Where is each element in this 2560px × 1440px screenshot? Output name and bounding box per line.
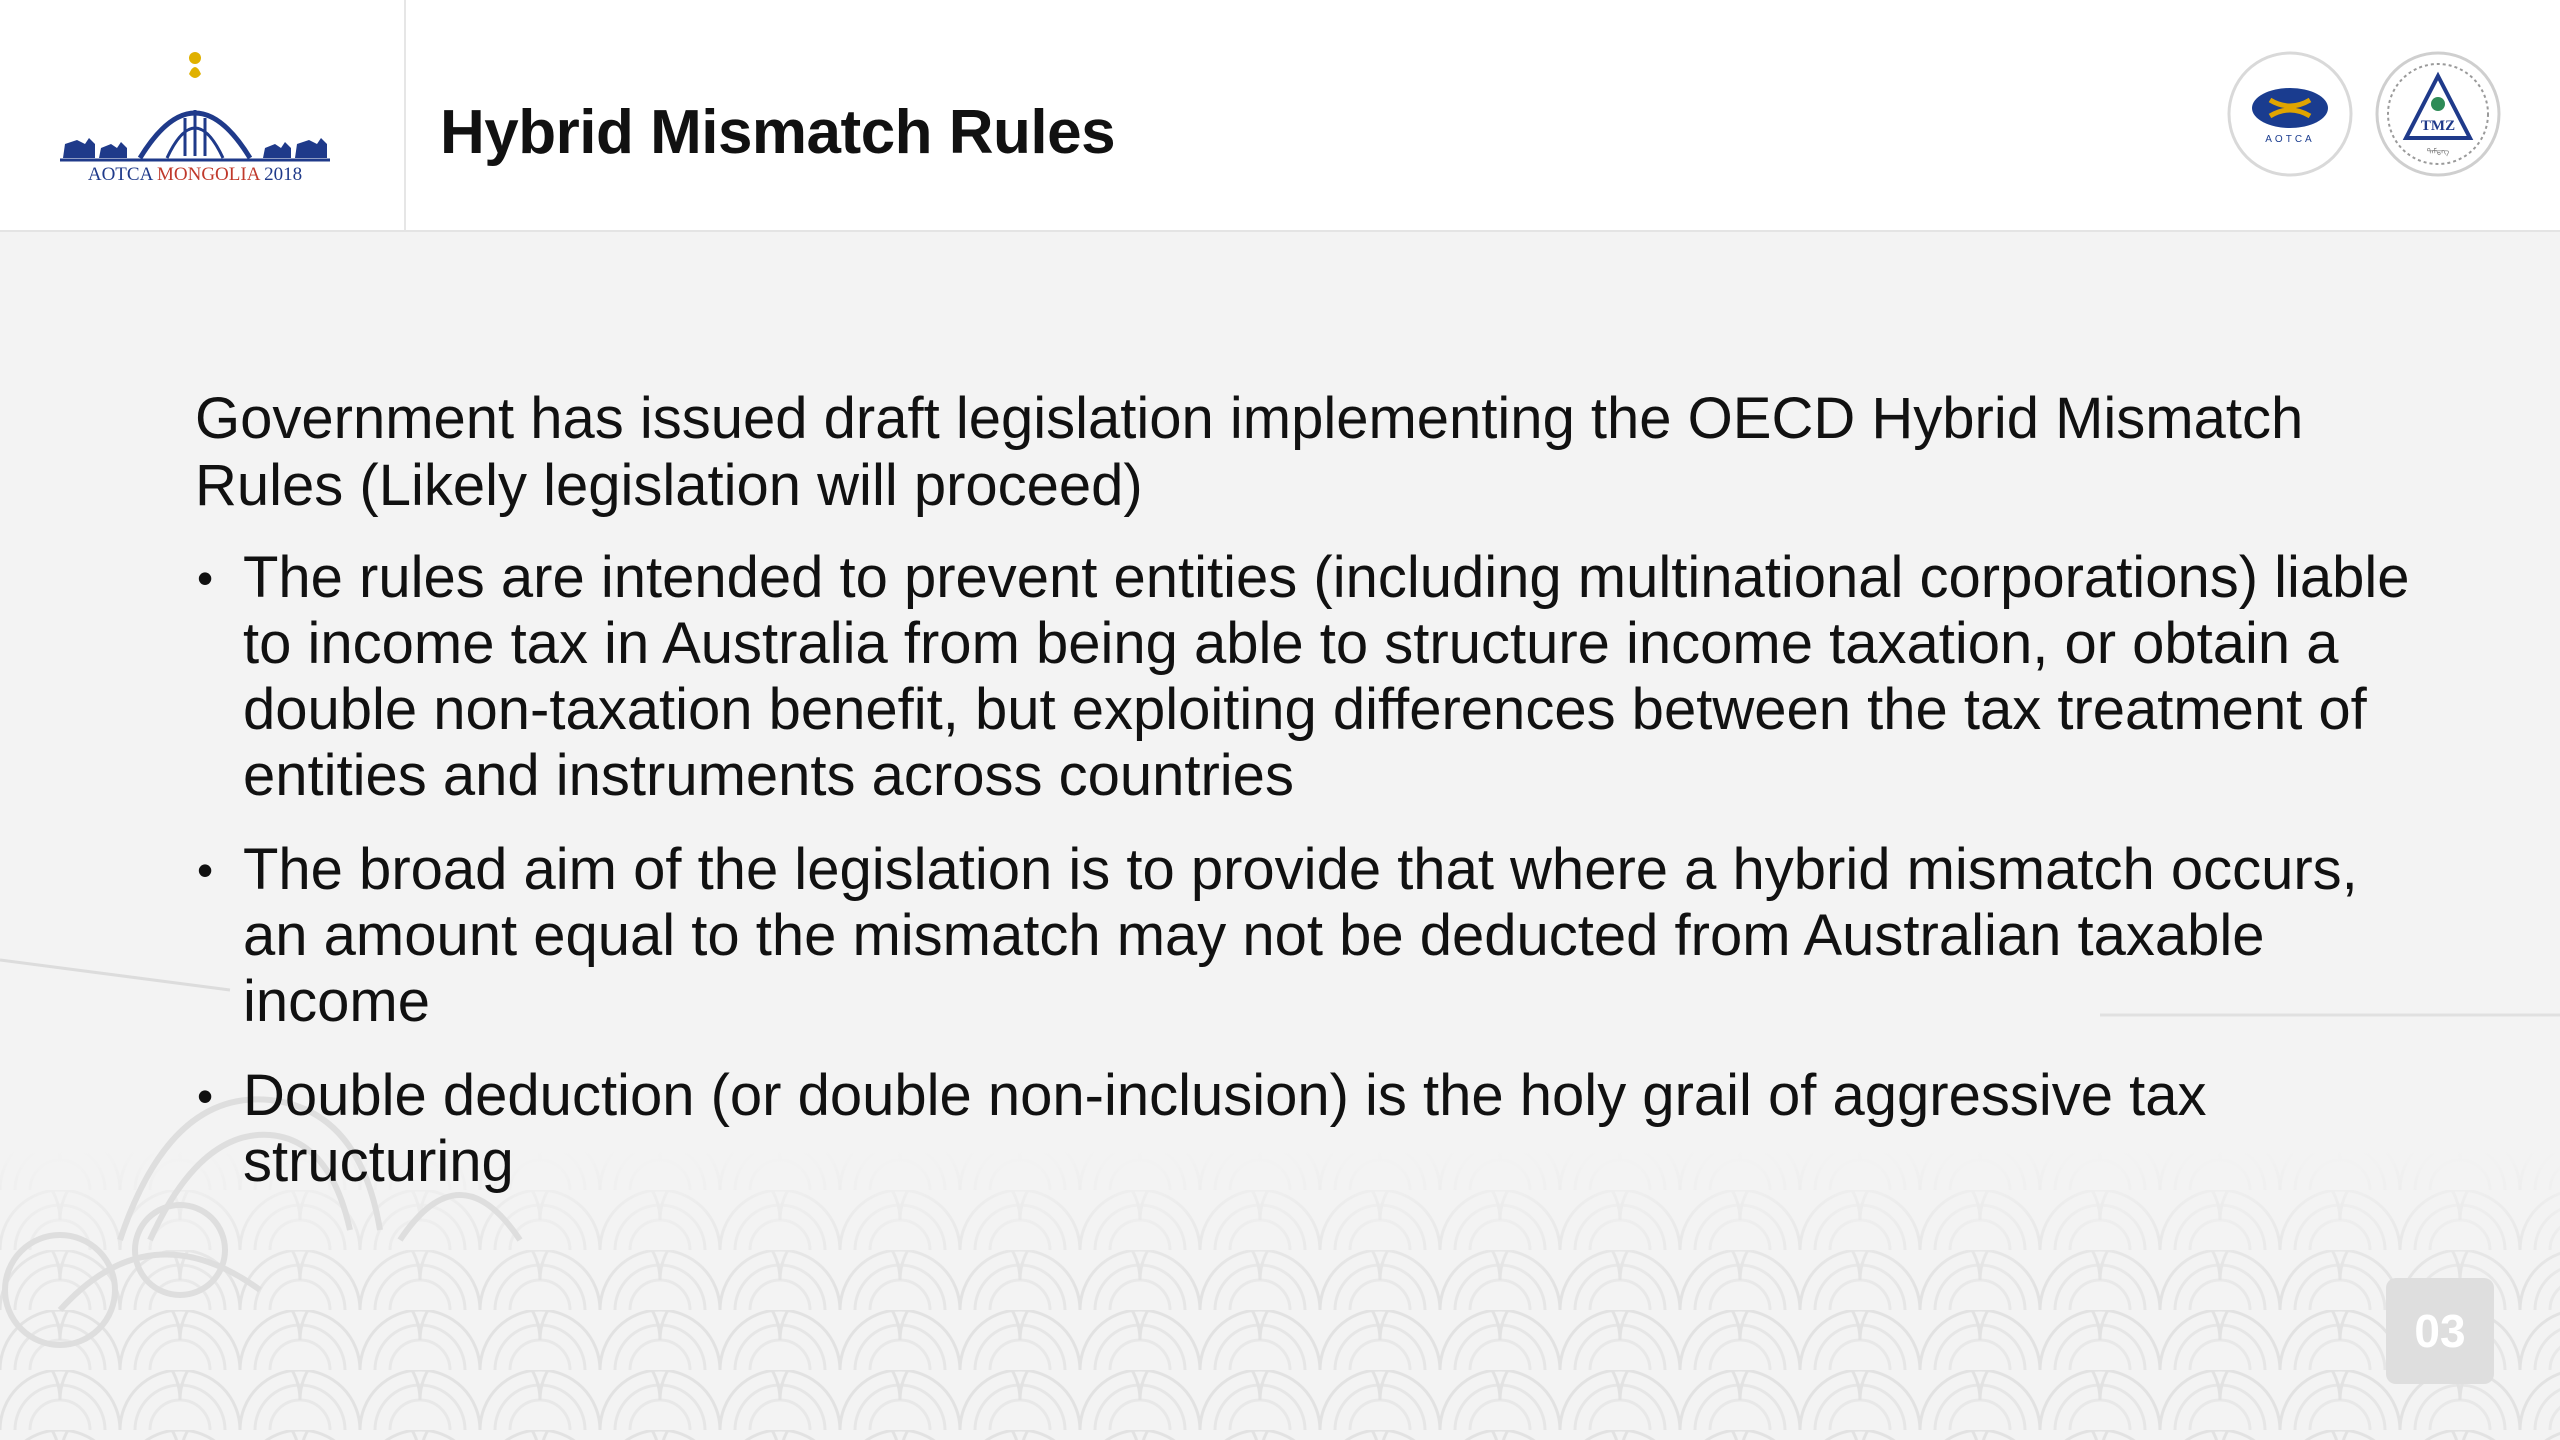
bullet-icon: • — [197, 552, 214, 604]
svg-text:AOTCA: AOTCA — [2265, 134, 2315, 145]
aotca-badge-icon — [2226, 50, 2354, 178]
list-item — [195, 545, 2415, 809]
lead-paragraph: Government has issued draft legislation implementing the OECD Hybrid Mismatch Rules (Likely legislation will proceed) — [195, 386, 2304, 518]
header-bar — [0, 0, 2560, 232]
bullet-list — [195, 545, 2415, 1195]
aotca-mongolia-logo — [55, 48, 335, 188]
page-number: 03 — [2386, 1278, 2494, 1384]
bullet-icon: • — [197, 844, 214, 896]
bullet-text: Double deduction (or double non-inclusion) is the holy grail of aggressive tax structuring — [243, 1063, 2207, 1194]
bullet-icon: • — [197, 1070, 214, 1122]
list-item — [195, 1063, 2415, 1195]
list-item — [195, 837, 2415, 1035]
svg-text:ᠲᠡᠮᠳᠡᠭ: ᠲᠡᠮᠳᠡᠭ — [2426, 147, 2450, 156]
bullet-text: The broad aim of the legislation is to provide that where a hybrid mismatch occurs, an amount equal to the mismatch may not be deducted from Australian taxable income — [243, 837, 2358, 1034]
svg-text:TMZ: TMZ — [2420, 118, 2456, 134]
slide-title: Hybrid Mismatch Rules — [440, 98, 1116, 167]
logo-cell — [0, 0, 406, 230]
logo-text: AOTCA MONGOLIA 2018 — [87, 164, 303, 185]
tmz-badge-icon — [2374, 50, 2502, 178]
slide-content — [195, 385, 2415, 1223]
bullet-text: The rules are intended to prevent entities (including multinational corporations) liable to income tax in Australia from being able to structure income taxation, or obtain a double non-taxation benefit, but exploiting differences between the tax treatment of entities and instruments across countries — [243, 545, 2410, 808]
